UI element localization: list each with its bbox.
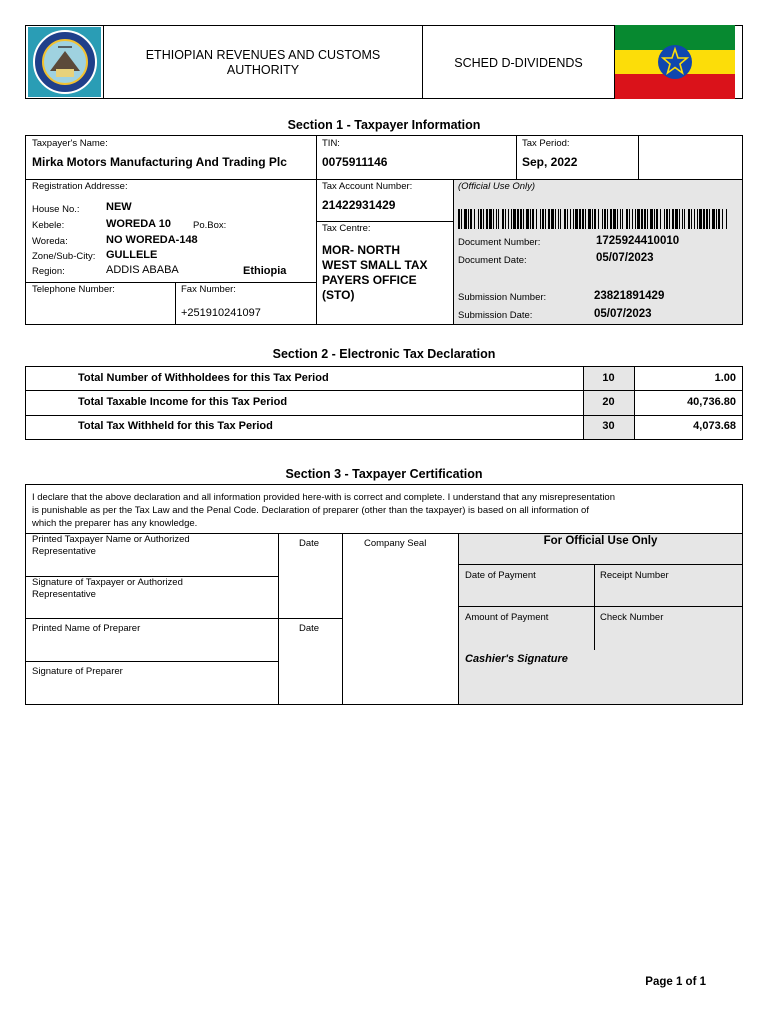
s3-right-edge	[742, 534, 743, 705]
date-label-preparer: Date	[299, 623, 320, 634]
s3-hline-official-head	[458, 564, 743, 565]
s1-vline-tin	[316, 135, 317, 325]
printed-preparer-label: Printed Name of Preparer	[32, 623, 141, 634]
s1-vline-fax	[175, 282, 176, 325]
tax-centre-label: Tax Centre:	[322, 223, 371, 234]
tax-centre-line3: PAYERS OFFICE	[322, 273, 417, 287]
taxpayer-name: Mirka Motors Manufacturing And Trading Plc	[32, 155, 287, 169]
s3-vline-date	[278, 534, 279, 705]
section3-title: Section 3 - Taxpayer Certification	[285, 467, 483, 481]
doc-number-value: 1725924410010	[596, 235, 680, 247]
s1-vline-period	[516, 135, 517, 180]
woreda-value: NO WOREDA-148	[106, 234, 198, 246]
ethiopia-flag	[615, 25, 735, 99]
country-value: Ethiopia	[243, 265, 287, 277]
taxpayer-name-label: Taxpayer's Name:	[32, 138, 108, 149]
reg-address-label: Registration Addresse:	[32, 181, 128, 192]
sub-date-label: Submission Date:	[458, 310, 533, 321]
authority-logo	[28, 27, 101, 97]
s3-hline-official-mid	[458, 606, 743, 607]
s3-hline-sig-preparer	[25, 661, 278, 662]
sub-number-value: 23821891429	[594, 290, 665, 302]
region-value: ADDIS ABABA	[106, 264, 179, 276]
section2-title: Section 2 - Electronic Tax Declaration	[272, 347, 496, 361]
s3-hline-preparer	[25, 618, 342, 619]
pobox-label: Po.Box:	[193, 220, 227, 231]
zone-label: Zone/Sub-City:	[32, 251, 96, 262]
check-number-label: Check Number	[600, 612, 664, 623]
s3-bottom-line	[25, 704, 743, 705]
row-withholdees-value: 1.00	[714, 372, 736, 384]
official-only-heading: For Official Use Only	[543, 535, 658, 547]
row-withholdees-label: Total Number of Withholdees for this Tax Period	[78, 372, 329, 384]
section1-title: Section 1 - Taxpayer Information	[287, 118, 481, 132]
s1-vline-official	[453, 179, 454, 325]
kebele-value: WOREDA 10	[106, 218, 171, 230]
declaration-text	[32, 491, 738, 530]
tax-centre-line4: (STO)	[322, 288, 355, 302]
sub-date-value: 05/07/2023	[594, 308, 652, 320]
page-number: Page 1 of 1	[645, 976, 706, 988]
barcode	[458, 209, 730, 229]
s3-vline-seal	[342, 534, 343, 705]
declaration-line2: is punishable as per the Tax Law and the Penal Code. Declaration of preparer (other than the taxpayer) is based on all information of	[32, 505, 589, 516]
s1-hline-a	[25, 179, 743, 180]
authority-title	[104, 48, 422, 78]
cashier-signature-label: Cashier's Signature	[465, 653, 568, 665]
tax-account-label: Tax Account Number:	[322, 181, 413, 192]
row-tax-withheld-label: Total Tax Withheld for this Tax Period	[78, 420, 273, 432]
s2-hline-1	[25, 390, 743, 391]
signature-taxpayer-line2: Representative	[32, 589, 96, 600]
s1-hline-centre	[316, 221, 453, 222]
tin-value: 0075911146	[322, 155, 388, 169]
woreda-label: Woreda:	[32, 236, 68, 247]
doc-date-label: Document Date:	[458, 255, 527, 266]
company-seal-label: Company Seal	[364, 538, 427, 549]
row-withholdees-code: 10	[602, 372, 615, 384]
authority-title-line1: ETHIOPIAN REVENUES AND CUSTOMS	[145, 48, 381, 62]
amount-of-payment-label: Amount of Payment	[465, 612, 549, 623]
doc-number-label: Document Number:	[458, 237, 541, 248]
house-label: House No.:	[32, 204, 80, 215]
s1-vline-extra	[638, 135, 639, 180]
row-taxable-income-code: 20	[602, 396, 615, 408]
s3-vline-receipt	[594, 564, 595, 650]
kebele-label: Kebele:	[32, 220, 65, 231]
doc-date-value: 05/07/2023	[596, 252, 654, 264]
house-value: NEW	[106, 201, 132, 213]
official-use-label: (Official Use Only)	[458, 181, 536, 192]
zone-value: GULLELE	[106, 249, 158, 261]
tax-period-value: Sep, 2022	[522, 155, 578, 169]
row-taxable-income-label: Total Taxable Income for this Tax Period	[78, 396, 288, 408]
declaration-line3: which the preparer has any knowledge.	[32, 518, 198, 529]
fax-label: Fax Number:	[181, 284, 236, 295]
s2-hline-2	[25, 415, 743, 416]
row-taxable-income-value: 40,736.80	[687, 396, 736, 408]
authority-title-line2: AUTHORITY	[226, 63, 300, 77]
s2-vline-value	[634, 366, 635, 440]
declaration-line1: I declare that the above declaration and all information provided here-with is correct and complete. I understand that any misrepresentation	[32, 492, 615, 503]
tin-label: TIN:	[322, 138, 340, 149]
signature-taxpayer-label	[32, 577, 183, 601]
row-tax-withheld-code: 30	[602, 420, 615, 432]
tax-centre-line2: WEST SMALL TAX	[322, 258, 428, 272]
signature-preparer-label: Signature of Preparer	[32, 666, 123, 677]
phone-label: Telephone Number:	[32, 284, 115, 295]
schedule-title: SCHED D-DIVIDENDS	[454, 56, 583, 70]
receipt-number-label: Receipt Number	[600, 570, 669, 581]
tax-account-value: 21422931429	[322, 198, 396, 212]
tax-centre-line1: MOR- NORTH	[322, 243, 400, 257]
tax-centre-value	[322, 243, 428, 303]
signature-taxpayer-line1: Signature of Taxpayer or Authorized	[32, 577, 183, 588]
s3-vline-official	[458, 534, 459, 705]
printed-taxpayer-line2: Representative	[32, 546, 96, 557]
printed-taxpayer-label	[32, 534, 190, 558]
fax-value: +251910241097	[181, 307, 261, 319]
row-tax-withheld-value: 4,073.68	[693, 420, 736, 432]
s3-left-edge	[25, 534, 26, 705]
sub-number-label: Submission Number:	[458, 292, 547, 303]
s1-hline-phone	[25, 282, 316, 283]
date-of-payment-label: Date of Payment	[465, 570, 536, 581]
printed-taxpayer-line1: Printed Taxpayer Name or Authorized	[32, 534, 190, 545]
region-label: Region:	[32, 266, 65, 277]
date-label-taxpayer: Date	[299, 538, 320, 549]
tax-period-label: Tax Period:	[522, 138, 570, 149]
